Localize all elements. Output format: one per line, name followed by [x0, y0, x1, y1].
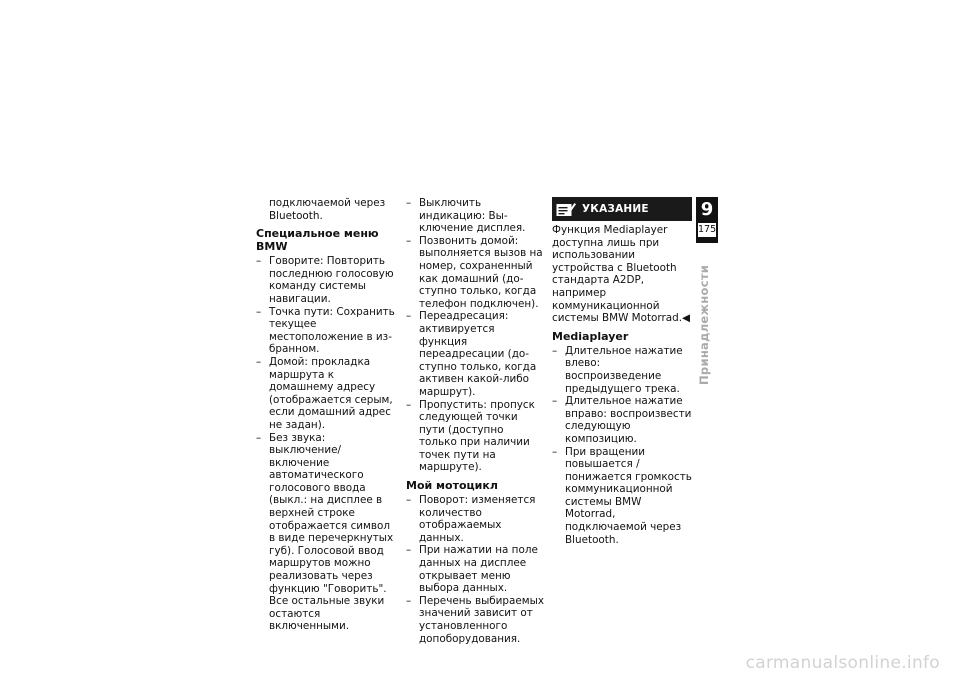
dash: –	[256, 305, 262, 318]
note-text: Функция Mediaplayer доступна лишь при использовании устройства с Bluetooth стандарта A2DP, например коммуникационной системы BMW Motorrad.◀	[552, 224, 691, 325]
mediaplayer-heading: Mediaplayer	[552, 329, 629, 343]
dash: –	[552, 395, 558, 408]
list-item: – Поворот: изменяется количество отображаемых данных.	[406, 494, 536, 544]
special-menu-list-cont	[406, 197, 544, 474]
mediaplayer-list	[552, 345, 692, 547]
special-menu-heading: Специальное меню BMW	[256, 227, 379, 254]
column-2	[406, 197, 544, 645]
note-title: УКАЗАНИЕ	[582, 202, 649, 215]
dash: –	[552, 344, 558, 357]
list-item: – Выключить индикацию: Выключение дисплея.	[406, 197, 526, 235]
list-item: – Длительное нажатие вправо: воспроизвести следующую композицию.	[552, 395, 692, 445]
dash: –	[406, 398, 412, 411]
note-pencil-icon	[556, 202, 576, 217]
list-item: – Длительное нажатие влево: воспроизведение предыдущего трека.	[552, 344, 683, 395]
list-item: – При нажатии на поле данных на дисплее открывает меню выбора данных.	[406, 544, 538, 595]
list-item: – Говорите: Повторить последнюю голосовую команду системы навигации.	[256, 255, 394, 305]
note-header	[552, 197, 692, 221]
list-item: – Пропустить: пропуск следующей точки пути (доступно только при наличии точек пути на маршруте).	[406, 398, 535, 474]
continuation-text: подключаемой через Bluetooth.	[269, 197, 386, 222]
list-item: – Позвонить домой: выполняется вызов на номер, сохраненный как домашний (доступно только, когда телефон подключен).	[406, 234, 543, 310]
my-motorcycle-heading: Мой мотоцикл	[406, 479, 498, 493]
dash: –	[256, 355, 262, 368]
dash: –	[552, 445, 558, 458]
column-1	[256, 197, 398, 633]
list-item: – Перечень выбираемых значений зависит от установленного допоборудования.	[406, 594, 544, 645]
list-item: – Домой: прокладка маршрута к домашнему адресу (отображается серым, если домашний адрес не задан).	[256, 355, 393, 431]
section-label: Принадлежности	[697, 264, 711, 385]
dash: –	[406, 594, 412, 607]
dash: –	[406, 544, 412, 557]
dash: –	[406, 197, 412, 209]
dash: –	[406, 234, 412, 247]
list-item: – Без звука: выключение/ включение автоматического голосового ввода (выкл.: на дисплее в верхней строке отображается символ в виде перечеркнутых губ). Голосовой ввод маршрутов можно реализовать через функцию "Говорить". Все остальные звуки остаются включенными.	[256, 431, 394, 633]
list-item: – При вращении повышается / понижается громкость коммуникационной системы BMW Motorrad, подключаемой через Bluetooth.	[552, 445, 692, 546]
chapter-number: 9	[700, 199, 714, 220]
page-number: 175	[698, 224, 717, 235]
list-item: – Точка пути: Сохранить текущее местоположение в избранном.	[256, 305, 395, 356]
list-item: – Переадресация: активируется функция переадресации (доступно только, когда активен какой-либо маршрут).	[406, 310, 537, 398]
chapter-tab	[696, 197, 718, 243]
column-3	[552, 197, 692, 546]
watermark: carmanualsonline.info	[745, 653, 940, 673]
dash: –	[256, 431, 262, 444]
dash: –	[256, 255, 262, 268]
my-motorcycle-list	[406, 494, 544, 645]
dash: –	[406, 310, 412, 323]
dash: –	[406, 494, 412, 507]
special-menu-list	[256, 255, 398, 633]
